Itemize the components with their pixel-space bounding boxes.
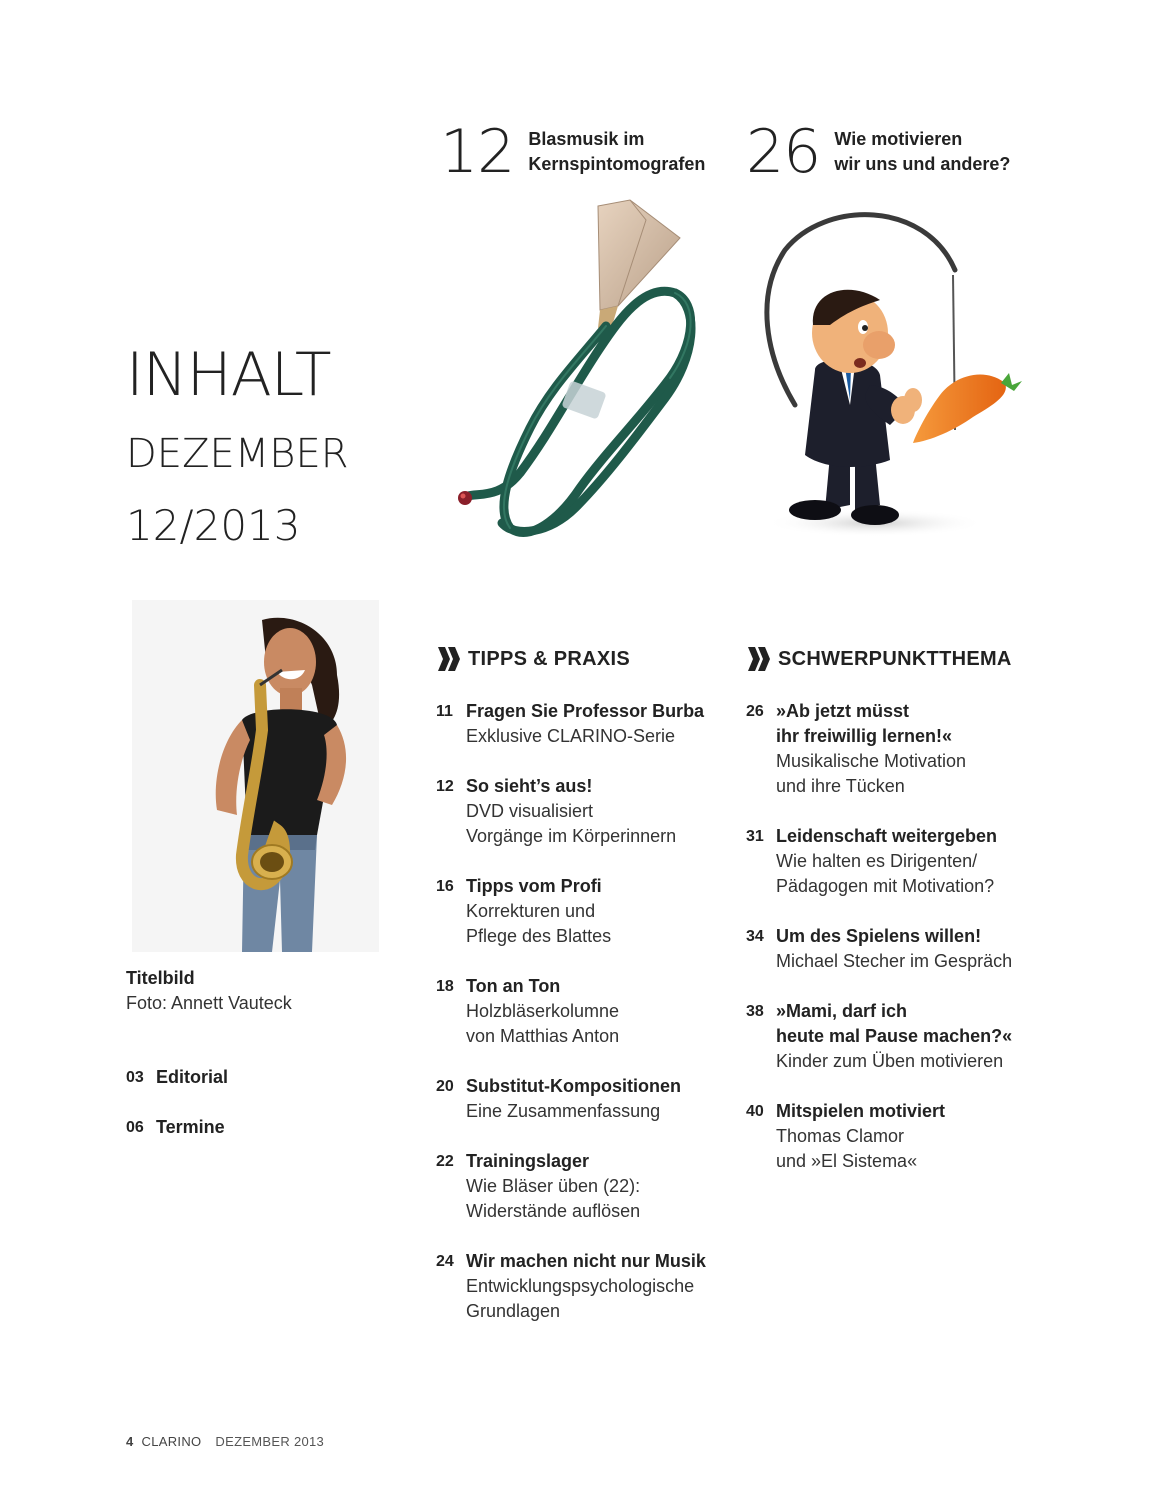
entry-page-number: 26 [746,703,764,720]
entry-page-number: 11 [436,703,453,720]
toc-entry[interactable] [746,999,1046,1074]
item-page-number: 03 [126,1069,144,1086]
featured-26-title-line1: Wie motivieren [834,129,963,149]
entry-title-line2: ihr freiwillig lernen!« [776,726,953,746]
entry-page-number: 31 [746,828,764,845]
entry-subtitle: Grundlagen [466,1301,561,1321]
featured-26[interactable] [746,117,1011,187]
hose-image [440,198,710,543]
footer-page-number: 4 [126,1434,134,1449]
entry-page-number: 12 [436,778,454,795]
left-items [126,1065,228,1165]
section-title: SCHWERPUNKTTHEMA [778,647,1012,670]
item-title: Termine [156,1117,225,1137]
cover-photo [132,600,379,952]
entry-title: Um des Spielens willen! [776,926,982,946]
entry-page-number: 20 [436,1078,454,1095]
entry-page-number: 34 [746,928,764,945]
issue-heading-month: DEZEMBER [126,431,349,477]
entry-page-number: 40 [746,1103,764,1120]
section-header [436,645,726,673]
featured-12-title-line1: Blasmusik im [528,129,645,149]
entry-subtitle: Michael Stecher im Gespräch [776,951,1013,971]
entry-subtitle: Widerstände auflösen [466,1201,641,1221]
featured-12-title-line2: Kernspintomografen [528,154,706,174]
page-footer [126,1434,324,1449]
entry-title: Substitut-Kompositionen [466,1076,681,1096]
entry-subtitle: DVD visualisiert [466,801,594,821]
toc-entry[interactable] [436,1074,726,1124]
cover-caption-label: Titelbild [126,968,195,988]
section-tipps-praxis [436,645,726,1349]
entry-title: Trainingslager [466,1151,590,1171]
toc-entry[interactable] [746,699,1046,799]
list-item[interactable] [126,1115,228,1140]
entry-subtitle: und »El Sistema« [776,1151,918,1171]
footer-magazine-name: CLARINO [141,1434,202,1449]
issue-heading-number: 12/2013 [126,501,301,550]
entry-subtitle: Pädagogen mit Motivation? [776,876,995,896]
entry-page-number: 16 [436,878,454,895]
featured-12[interactable] [440,117,706,187]
entry-title: Wir machen nicht nur Musik [466,1251,706,1271]
cover-caption [126,966,292,1016]
entry-page-number: 38 [746,1003,764,1020]
toc-entry[interactable] [436,974,726,1049]
cover-caption-credit: Foto: Annett Vauteck [126,993,292,1013]
entry-subtitle: und ihre Tücken [776,776,905,796]
entry-title: »Mami, darf ich [776,1001,908,1021]
entry-subtitle: Vorgänge im Körperinnern [466,826,677,846]
list-item[interactable] [126,1065,228,1090]
entry-title: »Ab jetzt müsst [776,701,910,721]
footer-issue-date: DEZEMBER 2013 [215,1434,325,1449]
entry-page-number: 22 [436,1153,454,1170]
carrot-figure-image [755,205,1025,545]
entry-subtitle: Musikalische Motivation [776,751,967,771]
toc-entry[interactable] [746,824,1046,899]
featured-26-number: 26 [746,117,821,187]
item-title: Editorial [156,1067,229,1087]
toc-entry[interactable] [746,1099,1046,1174]
entry-title: Tipps vom Profi [466,876,602,896]
entry-page-number: 18 [436,978,454,995]
entry-subtitle: Wie halten es Dirigenten/ [776,851,978,871]
entry-subtitle: Kinder zum Üben motivieren [776,1051,1004,1071]
entry-title-line2: heute mal Pause machen?« [776,1026,1013,1046]
entry-title: So sieht’s aus! [466,776,593,796]
toc-entry[interactable] [436,774,726,849]
entry-title: Leidenschaft weitergeben [776,826,998,846]
featured-26-title-line2: wir uns und andere? [834,154,1011,174]
toc-entry[interactable] [436,1149,726,1224]
entry-subtitle: Holzbläserkolumne [466,1001,620,1021]
entry-subtitle: Korrekturen und [466,901,596,921]
toc-entry[interactable] [436,1249,726,1324]
entry-subtitle: Pflege des Blattes [466,926,612,946]
entry-subtitle: Wie Bläser üben (22): [466,1176,641,1196]
entry-subtitle: Entwicklungspsychologische [466,1276,695,1296]
entry-subtitle: Thomas Clamor [776,1126,905,1146]
entry-page-number: 24 [436,1253,454,1270]
item-page-number: 06 [126,1119,144,1136]
entry-subtitle: Exklusive CLARINO-Serie [466,726,676,746]
double-chevron-icon [436,645,462,673]
section-schwerpunktthema [746,645,1046,1199]
entry-subtitle: von Matthias Anton [466,1026,620,1046]
double-chevron-icon [746,645,772,673]
section-header [746,645,1046,673]
entry-title: Fragen Sie Professor Burba [466,701,705,721]
toc-entry[interactable] [746,924,1046,974]
section-title: TIPPS & PRAXIS [468,647,631,670]
entry-title: Ton an Ton [466,976,561,996]
issue-heading-title: INHALT [126,340,331,410]
toc-entry[interactable] [436,699,726,749]
entry-subtitle: Eine Zusammenfassung [466,1101,661,1121]
featured-12-number: 12 [440,117,515,187]
toc-entry[interactable] [436,874,726,949]
entry-title: Mitspielen motiviert [776,1101,946,1121]
